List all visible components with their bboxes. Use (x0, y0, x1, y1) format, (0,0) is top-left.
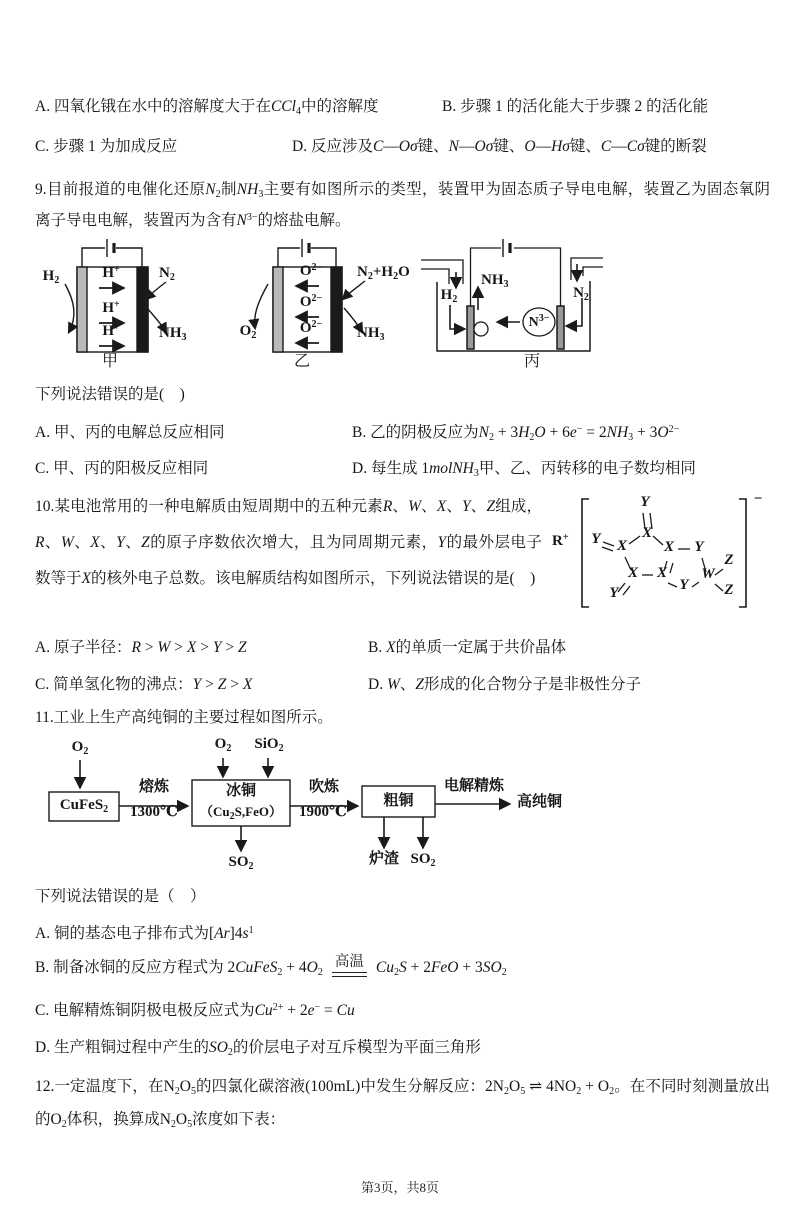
bing-left-gas-label: $H_2$ (440, 287, 458, 305)
atom-y-top: Y (640, 494, 650, 510)
jia-carrier-label-3: H+ (102, 322, 120, 339)
q9-prompt: 下列说法错误的是( ) (35, 386, 185, 403)
q9-stem: 9.目前报道的电催化还原$N_2$制$NH_3$主要有如图所示的类型，装置甲为固态质子导电电解，装置乙为固态氧阴离子导电电解，装置丙为含有$N^{3-}$的熔盐电解。 (35, 181, 770, 229)
flow-slag-label: 炉渣 (368, 851, 399, 867)
atom-y-left: Y (591, 531, 601, 547)
atom-x-top-center: X (641, 525, 652, 541)
jia-caption: 甲 (101, 353, 118, 370)
yi-right-bottom-gas-label: $NH_3$ (357, 325, 385, 343)
page-footer: 第3页，共8页 (360, 1180, 439, 1195)
flow-silica-label: SiO$_2$ (254, 736, 284, 754)
bing-carrier-label: $N^{3-}$ (528, 313, 550, 330)
atom-x-left: X (616, 538, 627, 554)
atom-w: W (701, 566, 715, 582)
q10-block (35, 489, 770, 619)
q10-option-b: B. X的单质一定属于共价晶体 (368, 639, 567, 656)
q10-structure-figure (552, 491, 770, 617)
flow-step3-name-label: 电解精炼 (443, 778, 504, 794)
q10-cation-label: R+ (552, 532, 569, 549)
jia-left-gas-label: $H_2$ (42, 268, 60, 286)
flow-step1-temp-label: 1300℃ (130, 804, 178, 820)
prev-question-options-row-2 (35, 136, 770, 158)
atom-y-bottom-right: Y (679, 577, 689, 593)
atom-y-right: Y (694, 539, 704, 555)
bing-right-gas-label: $N_2$ (573, 285, 589, 303)
flow-matte-formula-label: $(Cu_2S,FeO)$ (200, 804, 282, 822)
q10-option-a: A. 原子半径：R > W > X > Y > Z (35, 639, 247, 656)
q9-figure-drawing (35, 232, 795, 384)
q9-option-a: A. 甲、丙的电解总反应相同 (35, 424, 225, 441)
atom-x-bottom-mid: X (656, 565, 667, 581)
q10-option-c: C. 简单氢化物的沸点：Y > Z > X (35, 676, 253, 693)
flow-product-label: 高纯铜 (517, 794, 563, 810)
q9-option-d: D. 每生成 1molNH$_3$甲、乙、丙转移的电子数均相同 (352, 460, 696, 479)
yi-carrier-label-3: $O^{2-}$ (299, 319, 323, 336)
q9-option-b: B. 乙的阴极反应为$N_2 + 3H_2O + 6e^- = 2NH_3 + 3O^{2-}$ (352, 424, 680, 443)
flow-offgas1-label: $SO_2$ (228, 854, 254, 872)
jia-carrier-label-1: H+ (102, 264, 120, 281)
flow-step2-temp-label: 1900℃ (299, 804, 347, 820)
q10-charge-label: − (753, 491, 763, 507)
q9-figure (35, 232, 770, 384)
jia-carrier-label-2: H+ (102, 299, 120, 316)
q10-stem: 10.某电池常用的一种电解质由短周期中的五种元素R、W、X、Y、Z组成，R、W、X、Y、Z的原子序数依次增大，且为同周期元素，Y的最外层电子数等于X的核外电子总数。该电解质结构如图所示，下列说法错误的是( ) (35, 498, 542, 587)
atom-x-bottom-left: X (627, 565, 638, 581)
yi-carrier-label-1: $O^{2-}$ (299, 262, 323, 279)
q9-options-row-2 (35, 458, 770, 480)
q11-option-b: B. 制备冰铜的反应方程式为 2CuFeS$_2$ + $4O_2$ 高温 $Cu_2S + 2FeO + 3SO_2$ (35, 954, 507, 979)
atom-x-mid: X (663, 539, 674, 555)
atom-y-bottom-left: Y (609, 585, 619, 601)
q10-options-row-1 (35, 637, 770, 659)
q11-prompt: 下列说法错误的是（ ） (35, 888, 206, 905)
yi-right-top-gas-label: $N_2+H_2O$ (357, 264, 410, 282)
q10-options-row-2 (35, 674, 770, 696)
flow-ore-label: CuFeS$_2$ (59, 797, 109, 815)
flow-crude-copper-label: 粗铜 (383, 793, 414, 809)
yi-carrier-label-2: $O^{2-}$ (299, 293, 323, 310)
q11-option-d: D. 生产粗铜过程中产生的$SO_2$的价层电子对互斥模型为平面三角形 (35, 1039, 481, 1058)
bing-caption: 丙 (523, 353, 540, 370)
jia-right-top-gas-label: $N_2$ (159, 265, 175, 283)
prev-option-d: D. 反应涉及C—Oσ键、N—Oσ键、O—Hσ键、C—Cσ键的断裂 (292, 138, 707, 155)
yi-left-gas-label: $O_2$ (239, 323, 257, 341)
prev-option-c: C. 步骤 1 为加成反应 (35, 138, 178, 155)
flow-step1-name-label: 熔炼 (138, 779, 169, 795)
flow-matte-name-label: 冰铜 (225, 783, 256, 799)
jia-right-bottom-gas-label: $NH_3$ (159, 325, 187, 343)
atom-z-bottom: Z (724, 582, 734, 598)
flow-offgas2-label: $SO_2$ (410, 851, 436, 869)
q11-option-c: C. 电解精炼铜阴极电极反应式为$Cu^{2+} + 2e^- = Cu$ (35, 1002, 355, 1019)
prev-option-a: A. 四氧化锇在水中的溶解度大于在CCl$_4$中的溶解度 (35, 98, 379, 117)
yi-caption: 乙 (293, 353, 310, 370)
bing-product-label: $NH_3$ (481, 272, 509, 290)
prev-option-b: B. 步骤 1 的活化能大于步骤 2 的活化能 (442, 98, 709, 115)
atom-z-top: Z (724, 552, 734, 568)
q9-option-c: C. 甲、丙的阳极反应相同 (35, 460, 209, 477)
flow-step2-name-label: 吹炼 (308, 779, 339, 795)
q10-option-d: D. W、Z形成的化合物分子是非极性分子 (368, 676, 642, 693)
q11-option-a: A. 铜的基态电子排布式为$[Ar]4s^1$ (35, 925, 254, 942)
q11-flow-figure (35, 736, 770, 886)
flow-oxygen2-label: $O_2$ (214, 736, 232, 754)
q11-stem: 11.工业上生产高纯铜的主要过程如图所示。 (35, 709, 333, 726)
q12-stem: 12.一定温度下，在$N_2O_5$的四氯化碳溶液(100mL)中发生分解反应：$2N_2O_5$ ⇌ $4NO_2 + O_2$。在不同时刻测量放出的$O_2$体积，换算成$N_2O_5$浓度如下表： (35, 1078, 770, 1130)
prev-question-options-row-1 (35, 96, 770, 118)
q9-options-row-1 (35, 422, 770, 444)
flow-oxygen1-label: $O_2$ (71, 739, 89, 757)
